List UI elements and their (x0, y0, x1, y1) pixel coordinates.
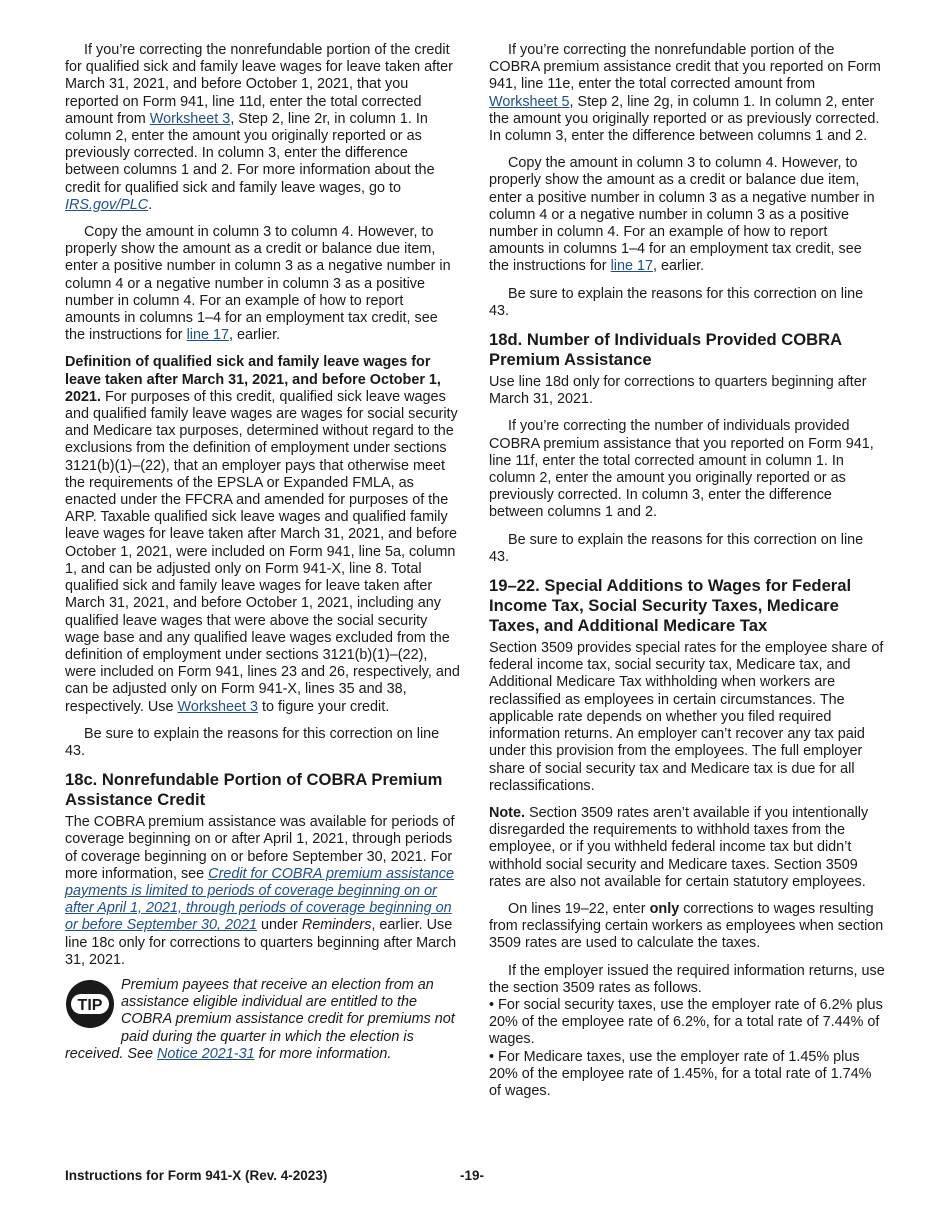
note-paragraph: Note. Section 3509 rates aren’t available if you intentionally disregarded the requirements to withhold taxes from the employee, or if you withheld federal income tax but didn’t withhold social security and Medicare taxes. Section 3509 rates are also not available for certain statutory employees. (489, 804, 869, 890)
list-item: • For Medicare taxes, use the employer rate of 1.45% plus 20% of the employee rate of 1.45%, for a total rate of 1.74% of wages. (489, 1048, 872, 1099)
paragraph: The COBRA premium assistance was available for periods of coverage beginning on or after April 1, 2021, through periods of coverage beginning on or before September 30, 2021. For more information, see Credit for COBRA premium assistance payments is limited to periods of coverage beginning on or after April 1, 2021, through periods of coverage beginning on or before September 30, 2021 under Reminders, earlier. Use line 18c only for corrections to quarters beginning after March 31, 2021. (65, 814, 457, 968)
paragraph: If you’re correcting the nonrefundable portion of the COBRA premium assistance credit that you reported on Form 941, line 11e, enter the total corrected amount from Worksheet 5, Step 2, line 2g, in column 1. In column 2, enter the amount you originally reported or as previously corrected. In column 3, enter the difference between columns 1 and 2. (489, 42, 881, 145)
paragraph: On lines 19–22, enter only corrections to wages resulting from reclassifying certain workers as employees when section 3509 rates are used to calculate the taxes. (489, 900, 884, 952)
paragraph: Be sure to explain the reasons for this correction on line 43. (489, 285, 864, 319)
cobra-credit-link[interactable]: Credit for COBRA premium assistance payments is limited to periods of coverage beginning on or after April 1, 2021, through periods of coverage beginning on or before September 30, 2021 (65, 865, 454, 934)
paragraph: Section 3509 provides special rates for the employee share of federal income tax, social security tax, Medicare tax, and Additional Medicare Tax withholding when workers are reclassified as employees in certain circumstances. The applicable rate depends on whether you filed required information returns. An employer can’t recover any tax paid under this provision from the employees. The full employer share of social security tax and Medicare tax is due for all reclassifications. (489, 640, 884, 794)
paragraph: Copy the amount in column 3 to column 4. However, to properly show the amount as a credit or balance due item, enter a positive number in column 3 as a negative number in column 4 or a negative number in column 3 as a positive number in column 4. For an example of how to report amounts in columns 1–4 for an employment tax credit, see the instructions for line 17, earlier. (489, 155, 875, 275)
heading-19-22: 19–22. Special Additions to Wages for Federal Income Tax, Social Security Taxes, Medicare Taxes, and Additional Medicare Tax (489, 576, 852, 636)
worksheet-5-link[interactable]: Worksheet 5 (489, 93, 570, 110)
paragraph: Copy the amount in column 3 to column 4. However, to properly show the amount as a credit or balance due item, enter a positive number in column 3 as a negative number in column 4 or a negative number in column 3 as a positive number in column 4. For an example of how to report amounts in columns 1–4 for an employment tax credit, see the instructions for line 17, earlier. (65, 224, 451, 344)
worksheet-3-link[interactable]: Worksheet 3 (149, 110, 231, 127)
tip-icon (65, 979, 115, 1029)
line-17-link[interactable]: line 17 (610, 258, 653, 275)
paragraph: Be sure to explain the reasons for this correction on line 43. (65, 725, 440, 759)
svg-text:TIP: TIP (77, 996, 103, 1014)
worksheet-3-link[interactable]: Worksheet 3 (177, 698, 259, 715)
right-column (489, 42, 885, 1100)
form-title: Instructions for Form 941-X (Rev. 4-2023) (65, 1168, 328, 1183)
notice-2021-31-link[interactable]: Notice 2021-31 (157, 1045, 255, 1062)
tip-box (65, 977, 461, 1063)
list-item: • For social security taxes, use the employer rate of 6.2% plus 20% of the employee rate of 6.2%, for a total rate of 7.44% of wages. (489, 996, 883, 1048)
heading-18d: 18d. Number of Individuals Provided COBRA Premium Assistance (489, 330, 842, 370)
definition-paragraph: Definition of qualified sick and family leave wages for leave taken after March 31, 2021, and before October 1, 2021. For purposes of this credit, qualified sick leave wages and qualified family leave wages are wages for social security and Medicare tax purposes, determined without regard to the exclusions from the definition of employment under sections 3121(b)(1)–(22), that an employer pays that otherwise meet the requirements of the EPSLA or Expanded FMLA, as enacted under the FFCRA and amended for purposes of the ARP. Taxable qualified sick leave wages and qualified family leave wages for leave taken after March 31, 2021, and before October 1, 2021, were included on Form 941, line 5a, column 1, and can be adjusted only on Form 941-X, line 8. Total qualified sick and family leave wages for leave taken after March 31, 2021, and before October 1, 2021, including any qualified leave wages that were above the social security wage base and any qualified leave wages excluded from the definition of employment under sections 3121(b)(1)–(22), were included on Form 941, lines 23 and 26, respectively, and can be adjusted only on Form 941-X, lines 35 and 38, respectively. Use Worksheet 3 to figure your credit. (65, 354, 460, 715)
paragraph: If you’re correcting the nonrefundable portion of the credit for qualified sick and family leave wages for leave taken after March 31, 2021, and before October 1, 2021, that you reported on Form 941, line 11d, enter the total corrected amount from Worksheet 3, Step 2, line 2r, in column 1. In column 2, enter the amount you originally reported or as previously corrected. In column 3, enter the difference between columns 1 and 2. For more information about the credit for qualified sick and family leave wages, go to IRS.gov/PLC. (65, 42, 453, 213)
heading-18c: 18c. Nonrefundable Portion of COBRA Premium Assistance Credit (65, 770, 443, 810)
page-footer (65, 1168, 885, 1183)
paragraph: Use line 18d only for corrections to quarters beginning after March 31, 2021. (489, 374, 867, 408)
page-number: -19- (460, 1168, 485, 1183)
paragraph: If the employer issued the required information returns, use the section 3509 rates as follows. (489, 962, 885, 996)
paragraph: If you’re correcting the number of individuals provided COBRA premium assistance that you reported on Form 941, line 11f, enter the total corrected amount in column 1. In column 2, enter the amount you originally reported or as previously corrected. In column 3, enter the difference between columns 1 and 2. (489, 418, 874, 521)
left-column (65, 42, 461, 1073)
irs-plc-link[interactable]: IRS.gov/PLC (65, 196, 149, 213)
tip-text: Premium payees that receive an election from an assistance eligible individual are entitled to the COBRA premium assistance credit for premiums not paid during the quarter in which the election is received. See Notice 2021-31 for more information. (65, 976, 455, 1062)
line-17-link[interactable]: line 17 (186, 327, 229, 344)
paragraph: Be sure to explain the reasons for this correction on line 43. (489, 531, 864, 565)
